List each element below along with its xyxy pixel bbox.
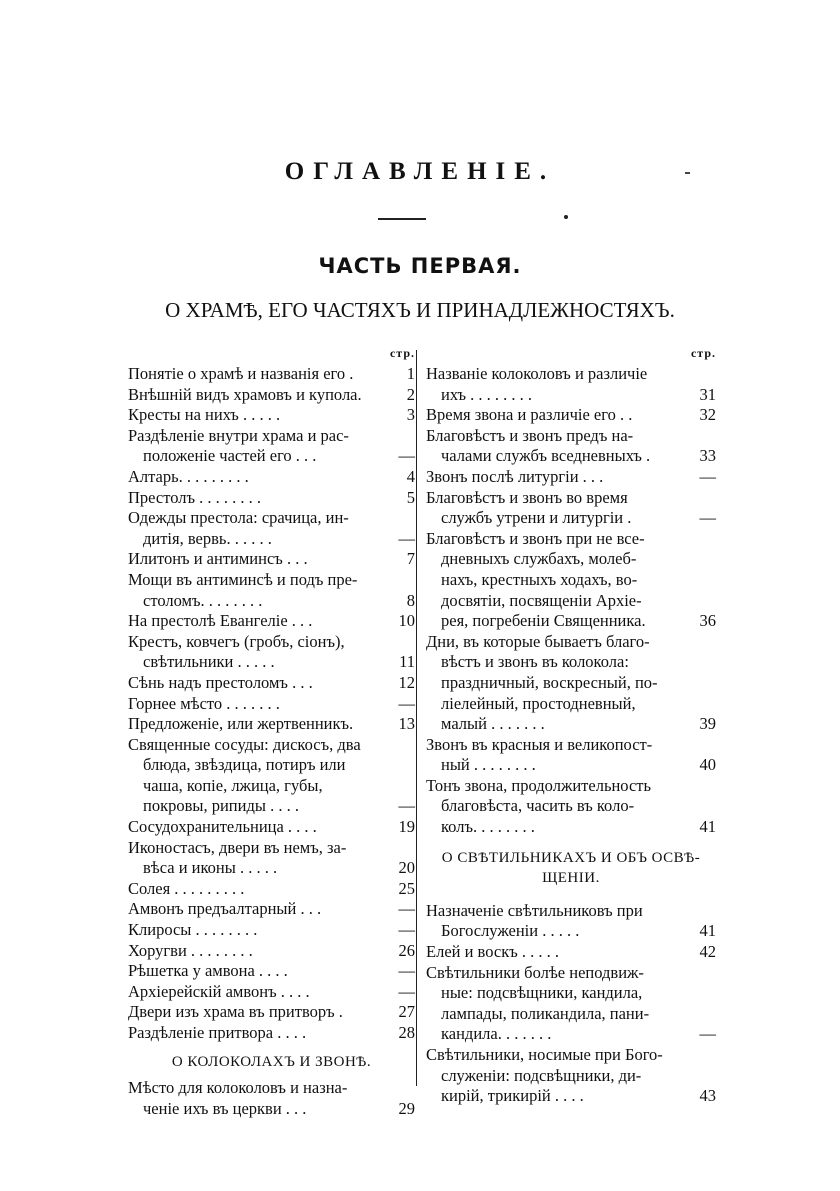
toc-entry	[426, 735, 716, 776]
toc-entry-line: вѣстъ и звонъ въ колокола:	[441, 652, 629, 672]
toc-entry-line: ліелейный, простодневный,	[441, 693, 636, 713]
toc-entry-line: Благовѣстъ и звонъ во время	[426, 487, 628, 507]
toc-entry-line: Кресты на нихъ . . . . .	[128, 405, 281, 425]
column-divider	[416, 350, 417, 1086]
toc-entry-line: чаша, копіе, лжица, губы,	[143, 775, 323, 795]
toc-entry-line: служеніи: подсвѣщники, ди-	[441, 1065, 642, 1085]
toc-entry-line: кандила. . . . . . .	[441, 1024, 552, 1044]
toc-page-number: 40	[699, 755, 716, 775]
toc-entry	[426, 405, 716, 426]
toc-page-number: 10	[398, 611, 415, 631]
toc-entry-line: Свѣтильники, носимые при Бого-	[426, 1045, 663, 1064]
toc-entry-line: Мощи въ антиминсѣ и подъ пре-	[128, 569, 358, 589]
toc-entry	[426, 364, 716, 405]
toc-page-number: 3	[406, 405, 415, 425]
toc-entry-line: рея, погребеніи Священника.	[441, 611, 646, 631]
toc-entry-line: Предложеніе, или жертвенникъ.	[128, 714, 354, 734]
toc-entry-line: лампады, поликандила, пани-	[441, 1003, 650, 1023]
toc-page-number: 41	[699, 921, 716, 941]
toc-entry-line: благовѣста, часить въ коло-	[441, 796, 635, 816]
toc-page-number: —	[398, 446, 415, 466]
toc-entry	[128, 488, 415, 509]
toc-entry	[128, 735, 415, 817]
toc-entry-line: Благовѣстъ и звонъ при не все-	[426, 528, 645, 548]
toc-page-number: —	[398, 920, 415, 940]
toc-entry	[128, 714, 415, 735]
section-heading-line: О КОЛОКОЛАХЪ И ЗВОНѢ.	[171, 1053, 372, 1070]
toc-entry-line: ихъ . . . . . . . .	[441, 384, 532, 404]
toc-page-number: —	[699, 466, 716, 486]
toc-entry	[128, 405, 415, 426]
page-column-header-right: стр.	[690, 346, 716, 360]
toc-entry-line: На престолѣ Евангеліе . . .	[128, 611, 313, 631]
toc-left-column	[128, 344, 415, 1119]
toc-entry-line: столомъ. . . . . . . .	[143, 590, 263, 610]
toc-entry-line: ные: подсвѣщники, кандила,	[441, 983, 643, 1003]
page-title: ОГЛАВЛЕНІЕ.	[284, 158, 556, 185]
toc-left-entries	[128, 364, 415, 1044]
toc-page-number: 20	[398, 858, 415, 878]
toc-entry-line: Клиросы . . . . . . . .	[128, 920, 258, 940]
toc-page-number: —	[398, 693, 415, 713]
section-heading-bells	[128, 1044, 415, 1079]
toc-entry-line: Сосудохранительница . . . .	[128, 817, 317, 837]
section-heading-line: ЩЕНІИ.	[542, 870, 600, 887]
toc-entry-line: Алтарь. . . . . . . . .	[128, 466, 249, 486]
toc-entry	[128, 364, 415, 385]
toc-page-number: —	[398, 899, 415, 919]
toc-entry	[426, 467, 716, 488]
toc-entry-line: Раздѣленіе притвора . . . .	[128, 1023, 307, 1042]
section-heading-line: О СВѢТИЛЬНИКАХЪ И ОБЪ ОСВѢ-	[441, 849, 701, 866]
toc-entry-line: Солея . . . . . . . . .	[128, 878, 245, 898]
toc-entry	[426, 963, 716, 1045]
toc-page-number: 8	[406, 590, 415, 610]
toc-page-number: 26	[398, 940, 415, 960]
toc-entry-line: Илитонъ и антиминсъ . . .	[128, 549, 308, 569]
toc-entry-line: Одежды престола: срачица, ин-	[128, 508, 349, 528]
toc-entry-line: Назначеніе свѣтильниковъ при	[426, 900, 643, 920]
toc-entry-line: Понятіе о храмѣ и названія его .	[128, 364, 354, 383]
toc-entry	[128, 1078, 415, 1119]
toc-entry-line: Рѣшетка у амвона . . . .	[128, 961, 288, 981]
toc-entry-line: Благовѣстъ и звонъ предъ на-	[426, 425, 634, 445]
title-dot	[564, 215, 568, 219]
toc-entry-line: блюда, звѣздица, потиръ или	[143, 755, 346, 775]
toc-entry	[128, 426, 415, 467]
toc-entry-line: Названіе колоколовъ и различіе	[426, 364, 648, 383]
toc-page-number: 25	[398, 878, 415, 898]
toc-entry-line: кирій, трикирій . . . .	[441, 1086, 584, 1106]
toc-entry	[128, 879, 415, 900]
toc-entry	[426, 632, 716, 735]
toc-right-entries	[426, 364, 716, 838]
toc-page-number: —	[398, 796, 415, 816]
toc-entry-line: Свѣтильники болѣе неподвиж-	[426, 962, 644, 982]
toc-page-number: —	[398, 528, 415, 548]
toc-entry	[128, 1023, 415, 1044]
toc-entry	[426, 942, 716, 963]
toc-entry	[128, 838, 415, 879]
toc-entry	[426, 1045, 716, 1107]
toc-page-number: 31	[699, 384, 716, 404]
toc-entry-line: колъ. . . . . . . .	[441, 817, 535, 837]
toc-entry-line: чалами службъ вседневныхъ .	[441, 446, 651, 466]
toc-page-number: 4	[406, 466, 415, 486]
toc-entry-line: нахъ, крестныхъ ходахъ, во-	[441, 569, 638, 589]
toc-page-number: 43	[699, 1086, 716, 1106]
section-heading-lamps	[426, 838, 716, 901]
toc-entry	[128, 694, 415, 715]
toc-entry	[128, 508, 415, 549]
toc-page-number: —	[398, 981, 415, 1001]
toc-entry-line: досвятіи, посвященіи Архіе-	[441, 590, 642, 610]
toc-entry-line: Горнее мѣсто . . . . . . .	[128, 693, 280, 713]
toc-page-number: 11	[399, 652, 415, 672]
toc-entry-line: Амвонъ предъалтарный . . .	[128, 899, 322, 919]
toc-entry-line: покровы, рипиды . . . .	[143, 796, 299, 816]
toc-entry-line: ченіе ихъ въ церкви . . .	[143, 1098, 307, 1118]
toc-page-number: 19	[398, 817, 415, 837]
toc-page-number: 1	[406, 364, 415, 383]
toc-entry-line: Елей и воскъ . . . . .	[426, 942, 560, 962]
toc-entry	[128, 941, 415, 962]
toc-entry-line: дневныхъ службахъ, молеб-	[441, 549, 637, 569]
toc-entry	[128, 385, 415, 406]
toc-entry	[128, 899, 415, 920]
toc-entry	[128, 570, 415, 611]
toc-left-entries-after	[128, 1078, 415, 1119]
toc-entry-line: Богослуженіи . . . . .	[441, 921, 580, 941]
toc-entry	[128, 920, 415, 941]
toc-entry-line: Сѣнь надъ престоломъ . . .	[128, 672, 313, 692]
toc-entry	[128, 1002, 415, 1023]
toc-entry-line: праздничный, воскресный, по-	[441, 672, 658, 692]
toc-entry-line: свѣтильники . . . . .	[143, 652, 275, 672]
toc-page-number: 13	[398, 714, 415, 734]
toc-entry-line: ный . . . . . . . .	[441, 755, 536, 775]
toc-entry	[128, 817, 415, 838]
toc-right-column	[426, 344, 716, 1107]
toc-entry-line: Звонъ послѣ литургіи . . .	[426, 466, 604, 486]
toc-entry	[426, 488, 716, 529]
toc-page-number: 42	[699, 942, 716, 962]
toc-page-number: —	[398, 961, 415, 981]
toc-entry-line: Архіерейскій амвонъ . . . .	[128, 981, 310, 1001]
toc-entry-line: Внѣшній видъ храмовъ и купола.	[128, 384, 362, 404]
toc-entry	[128, 961, 415, 982]
toc-entry-line: Иконостасъ, двери въ немъ, за-	[128, 837, 347, 857]
toc-page-number: 28	[398, 1023, 415, 1042]
toc-entry	[426, 776, 716, 838]
toc-entry-line: Престолъ . . . . . . . .	[128, 487, 262, 507]
toc-page-number: 5	[406, 487, 415, 507]
toc-entry-line: Время звона и различіе его . .	[426, 405, 633, 425]
toc-entry-line: вѣса и иконы . . . . .	[143, 858, 278, 878]
toc-entry-line: Тонъ звона, продолжительность	[426, 775, 652, 795]
page-column-header-left: стр.	[389, 346, 415, 360]
toc-entry-line: Звонъ въ красныя и великопост-	[426, 734, 653, 754]
toc-entry-line: Дни, въ которые бываетъ благо-	[426, 631, 650, 651]
toc-entry	[426, 529, 716, 632]
stray-mark	[685, 172, 690, 174]
toc-entry-line: Крестъ, ковчегъ (гробъ, сіонъ),	[128, 631, 345, 651]
toc-page-number: 2	[406, 384, 415, 404]
toc-entry-line: Мѣсто для колоколовъ и назна-	[128, 1078, 348, 1098]
toc-right-entries-after	[426, 901, 716, 1107]
toc-entry-line: Священные сосуды: дискосъ, два	[128, 734, 361, 754]
toc-page-number: 29	[398, 1098, 415, 1118]
part-subtitle: О ХРАМѢ, ЕГО ЧАСТЯХЪ И ПРИНАДЛЕЖНОСТЯХЪ.	[165, 298, 675, 322]
toc-entry-line: дитія, вервь. . . . . .	[143, 528, 272, 548]
toc-page-number: —	[699, 508, 716, 528]
toc-entry-line: Раздѣленіе внутри храма и рас-	[128, 425, 349, 445]
toc-page-number: —	[699, 1024, 716, 1044]
toc-entry-line: малый . . . . . . .	[441, 714, 545, 734]
toc-entry	[128, 673, 415, 694]
toc-page-number: 33	[699, 446, 716, 466]
toc-entry	[128, 982, 415, 1003]
toc-page-number: 39	[699, 714, 716, 734]
toc-entry-line: Хоругви . . . . . . . .	[128, 940, 253, 960]
toc-page-number: 32	[699, 405, 716, 425]
toc-entry-line: службъ утрени и литургіи .	[441, 508, 632, 528]
toc-entry	[128, 611, 415, 632]
toc-entry	[426, 901, 716, 942]
toc-page-number: 27	[398, 1002, 415, 1022]
toc-entry-line: положеніе частей его . . .	[143, 446, 317, 466]
title-rule	[378, 218, 426, 220]
toc-page-number: 7	[406, 549, 415, 569]
toc-page-number: 41	[699, 817, 716, 837]
toc-entry	[128, 549, 415, 570]
toc-entry	[426, 426, 716, 467]
toc-page-number: 36	[699, 611, 716, 631]
toc-page-number: 12	[398, 672, 415, 692]
toc-entry-line: Двери изъ храма въ притворъ .	[128, 1002, 343, 1022]
toc-entry	[128, 632, 415, 673]
toc-entry	[128, 467, 415, 488]
part-heading: ЧАСТЬ ПЕРВАЯ.	[318, 254, 522, 278]
